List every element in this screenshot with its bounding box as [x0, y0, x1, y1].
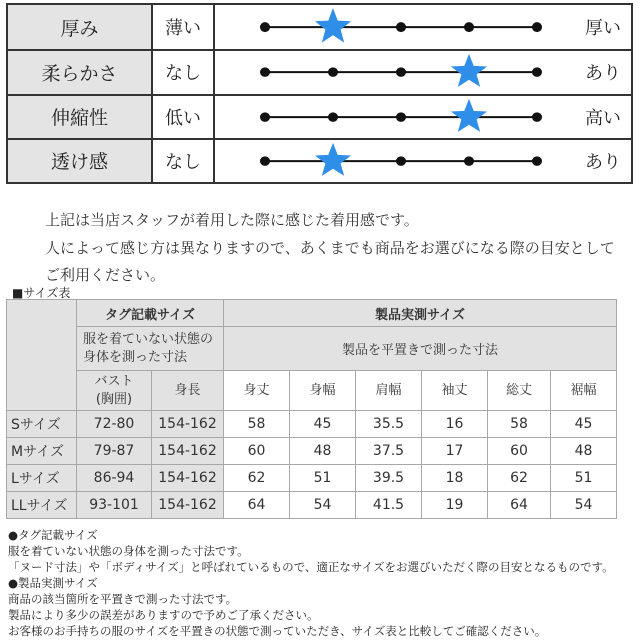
footnote-line: 製品により多少の誤差がありますので予めご了承ください。 [8, 608, 319, 622]
scale-dot [396, 22, 406, 32]
scale-dot [260, 156, 270, 166]
table-cell: 93-101 [77, 492, 152, 519]
table-cell: 19 [422, 492, 488, 519]
scale-dot [532, 22, 542, 32]
column-header: 身丈 [224, 371, 290, 411]
texture-row-sheerness [8, 138, 631, 182]
table-cell: 154-162 [152, 465, 224, 492]
size-label: Mサイズ [7, 438, 77, 465]
table-cell: 41.5 [356, 492, 422, 519]
table-cell: 51 [551, 465, 617, 492]
texture-table [6, 3, 633, 184]
texture-low-label: なし [153, 140, 215, 182]
table-cell: 72-80 [77, 411, 152, 438]
texture-low-label: 薄い [153, 5, 215, 49]
fit-note-line: ご利用ください。 [45, 266, 166, 284]
scale-dot [396, 156, 406, 166]
table-cell: 54 [290, 492, 356, 519]
footnote-heading: ●タグ記載サイズ [8, 528, 98, 542]
column-header-height: 身長 [152, 371, 224, 411]
table-cell: 60 [488, 438, 551, 465]
texture-row-stretch [8, 94, 631, 138]
table-cell: 51 [290, 465, 356, 492]
texture-high-label: 高い [585, 107, 621, 129]
table-cell: 62 [224, 465, 290, 492]
size-chart-heading: ■サイズ表 [12, 286, 71, 300]
table-row [7, 492, 617, 519]
level-star-icon [451, 54, 487, 87]
footnote-line: お客様のお手持ちの服のサイズを平置きの状態で測っていただき、サイズ表と比較してご確認ください。 [8, 624, 547, 638]
table-cell: 37.5 [356, 438, 422, 465]
table-cell: 45 [551, 411, 617, 438]
footnote-line: 服を着ていない状態の身体を測った寸法です。 [8, 544, 249, 558]
tag-size-description-line: 服を着ていない状態の [83, 331, 214, 347]
texture-label: 透け感 [8, 140, 153, 182]
table-row [7, 438, 617, 465]
table-cell: 48 [290, 438, 356, 465]
scale-dot [532, 112, 542, 122]
scale-dot [260, 112, 270, 122]
table-cell: 64 [488, 492, 551, 519]
size-label: Sサイズ [7, 411, 77, 438]
level-star-icon [315, 8, 351, 43]
scale-dot [532, 68, 542, 78]
size-label: Lサイズ [7, 465, 77, 492]
size-chart-table [6, 299, 617, 519]
table-cell: 86-94 [77, 465, 152, 492]
table-row [7, 465, 617, 492]
measured-size-header: 製品実測サイズ [224, 300, 617, 327]
tag-size-header: タグ記載サイズ [77, 300, 224, 327]
table-cell: 16 [422, 411, 488, 438]
texture-scale [215, 5, 575, 49]
texture-label: 伸縮性 [8, 96, 153, 138]
tag-size-description [77, 327, 224, 371]
measured-size-description: 製品を平置きで測った寸法 [224, 327, 617, 371]
texture-label: 柔らかさ [8, 51, 153, 93]
table-cell: 154-162 [152, 492, 224, 519]
column-header: 身幅 [290, 371, 356, 411]
scale-dot [396, 112, 406, 122]
column-header: 総丈 [488, 371, 551, 411]
table-cell: 48 [551, 438, 617, 465]
tag-size-description-line: 身体を測った寸法 [83, 349, 188, 365]
footnote-heading: ●製品実測サイズ [8, 576, 98, 590]
footnote-line: 「ヌード寸法」や「ボディサイズ」と呼ばれているもので、適正なサイズをお選びいただく際の目安となるものです。 [8, 560, 614, 574]
table-cell: 17 [422, 438, 488, 465]
table-cell: 39.5 [356, 465, 422, 492]
column-header: 肩幅 [356, 371, 422, 411]
texture-row-softness [8, 49, 631, 93]
table-cell: 58 [488, 411, 551, 438]
texture-low-label: なし [153, 51, 215, 93]
texture-label: 厚み [8, 5, 153, 49]
column-header: 袖丈 [422, 371, 488, 411]
fit-note-line: 人によって感じ方は異なりますので、あくまでも商品をお選びになる際の目安として [45, 239, 615, 257]
scale-dot [260, 22, 270, 32]
bust-sub-label: (胸囲) [95, 391, 133, 407]
table-cell: 54 [551, 492, 617, 519]
scale-dot [328, 112, 338, 122]
table-cell: 18 [422, 465, 488, 492]
table-cell: 154-162 [152, 411, 224, 438]
size-label: LLサイズ [7, 492, 77, 519]
table-cell: 79-87 [77, 438, 152, 465]
texture-scale [215, 51, 575, 93]
table-cell: 154-162 [152, 438, 224, 465]
texture-scale [215, 96, 575, 138]
scale-dot [464, 156, 474, 166]
texture-high-label: あり [585, 63, 621, 85]
column-header-bust [77, 371, 152, 411]
table-row [7, 411, 617, 438]
texture-high-label: 厚い [585, 18, 621, 40]
texture-low-label: 低い [153, 96, 215, 138]
texture-scale [215, 140, 575, 182]
table-cell: 45 [290, 411, 356, 438]
column-header: 裾幅 [551, 371, 617, 411]
scale-dot [328, 68, 338, 78]
texture-high-label: あり [585, 151, 621, 173]
corner-cell [7, 300, 77, 411]
scale-dot [532, 156, 542, 166]
fit-note-line: 上記は当店スタッフが着用した際に感じた着用感です。 [45, 211, 419, 229]
scale-dot [396, 68, 406, 78]
table-cell: 58 [224, 411, 290, 438]
level-star-icon [315, 143, 351, 176]
table-cell: 64 [224, 492, 290, 519]
table-cell: 62 [488, 465, 551, 492]
footnote-line: 商品の該当箇所を平置きで測った寸法です。 [8, 592, 238, 606]
texture-row-thickness [8, 5, 631, 49]
table-cell: 35.5 [356, 411, 422, 438]
bust-label: バスト [94, 373, 134, 389]
table-cell: 60 [224, 438, 290, 465]
level-star-icon [451, 98, 487, 131]
scale-dot [464, 22, 474, 32]
scale-dot [260, 68, 270, 78]
